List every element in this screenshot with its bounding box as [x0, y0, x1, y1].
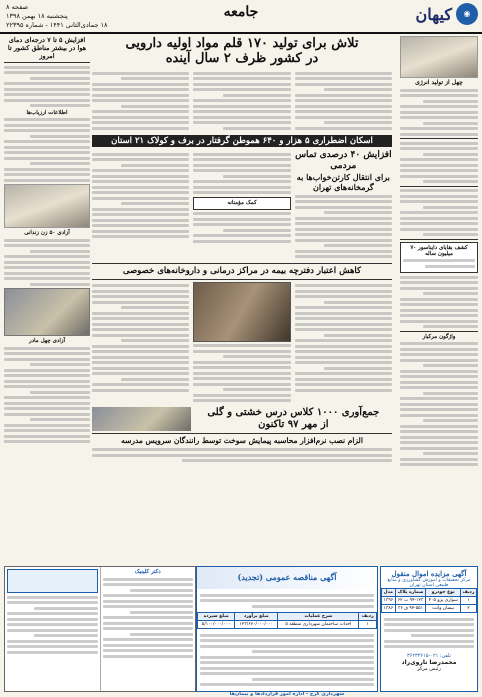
table-row [198, 621, 377, 629]
small-ads-block [4, 566, 196, 692]
right-title-1: چهل از تولید انرژی [415, 79, 463, 86]
auction-title: آگهی مزایده اموال منقول [391, 569, 467, 578]
issue-line: ۱۸ جمادی‌الثانی ۱۴۴۱ - شماره ۲۲۳۹۵ [6, 21, 108, 29]
small-ad-logo [7, 569, 98, 593]
sub-note-box [193, 197, 290, 210]
table-cell: سواری پژو ۴۰۵ [426, 597, 460, 605]
section-title: جامعه [223, 4, 259, 20]
tender-footer: شهرداری کرج - اداره امور قراردادها و پیمان‌ها [229, 690, 345, 697]
right-title-3: واژگون مرکبار [422, 333, 456, 340]
headline-1: تلاش برای تولید ۱۷۰ قلم مواد اولیه دارویی [125, 36, 359, 51]
headline-2: اسکان اضطراری ۵ هزار و ۶۴۰ هموطن گرفتار در برف و کولاک ۲۱ استان [92, 135, 392, 147]
table-row [382, 605, 477, 613]
auction-th: مدل [382, 589, 396, 597]
headline-1b: در کشور ظرف ۲ سال آینده [165, 51, 319, 66]
headline-3: افزایش ۴۰ درصدی تماس مردمی [295, 150, 392, 171]
table-row [382, 597, 477, 605]
doctors-title: دکتر کلینیک [134, 569, 161, 575]
auction-subtitle: مرکز تحقیقات و آموزش کشاورزی و منابع طبیعی استان تهران [387, 578, 471, 588]
logo-emblem-icon: ◉ [456, 3, 478, 25]
table-cell: ۵/۱۰۰/۰۰۰/۰۰۰ [198, 621, 235, 629]
tender-ad [196, 566, 378, 697]
headline-4: کاهش اعتبار دفترچه بیمه در مراکز درمانی و داروخانه‌های خصوصی [122, 265, 362, 276]
page-number: صفحه ۸ [6, 3, 29, 11]
dinosaur-photo [193, 282, 290, 342]
auction-signer: محمدرضا ناروی‌راد [401, 658, 457, 666]
headline-5: جمع‌آوری ۱۰۰۰ کلاس درس خشتی و گلی [207, 406, 380, 418]
page-info [6, 3, 108, 30]
table-cell: ۲ [460, 605, 476, 613]
tender-th: مبلغ سپرده [198, 613, 235, 621]
right-box-dinosaur [400, 242, 478, 274]
headline-6: الزام نصب نرم‌افزار محاسبه پیمایش سوخت توسط رانندگان سرویس مدرسه [121, 435, 363, 445]
table-cell: ۱۳۸۶ [383, 606, 394, 611]
headline-5b: از مهر ۹۷ تاکنون [258, 418, 329, 430]
date-line: پنجشنبه ۱۸ بهمن ۱۳۹۸ [6, 12, 68, 20]
auction-ad [380, 566, 478, 692]
table-cell: احداث ساختمان شهرداری منطقه ۵ [278, 621, 359, 629]
tender-title: آگهی مناقصه عمومی (تجدید) [237, 572, 337, 582]
left-photo-1 [4, 184, 90, 228]
auction-table [381, 588, 477, 613]
masthead [0, 0, 482, 34]
table-cell: نیسان وانت [426, 605, 460, 613]
tender-table [197, 612, 377, 629]
left-title-b: آزادی ۵۰ زن زندانی [24, 230, 70, 237]
auction-contact: تلفن: ۰۲۱-۳۶۲۳۳۶۱۵ [406, 652, 451, 659]
table-cell: ۱۳۹۶ [383, 598, 394, 603]
main-area [92, 36, 392, 465]
tender-th: شرح عملیات [278, 613, 359, 621]
left-title-a: اطلاعات ارزیاب‌ها [26, 109, 68, 116]
auction-th: ردیف [460, 589, 476, 597]
auction-role: رئیس مرکز [417, 665, 441, 672]
headline-3b: برای انتقال کارتن‌خواب‌ها به گرمخانه‌های تهران [296, 172, 390, 192]
right-title-2: کشف بقایای دایناسور ۷۰ میلیون ساله [410, 244, 468, 257]
left-title-c: آزادی چهل مادر [28, 338, 66, 345]
logo-text: کیهان [415, 5, 452, 24]
auction-th: شماره پلاک [395, 589, 426, 597]
table-cell: ۹۴-۵۵۱ ق ۳۶ [395, 605, 426, 613]
left-headline: افزایش ۵ تا ۷ درجه‌ای دمای هوا در بیشتر مناطق کشور تا امروز [7, 36, 87, 60]
tender-th: مبلغ برآورد [235, 613, 278, 621]
table-cell: ۱۲۳/۶۷۰/۰۰۰/۰۰۰ [235, 621, 278, 629]
right-top-photo [400, 36, 478, 78]
left-column [4, 36, 90, 446]
table-cell: ۱ [460, 597, 476, 605]
right-column [400, 36, 478, 469]
classroom-photo [92, 407, 191, 431]
table-cell: ۱ [359, 621, 377, 629]
tender-th: ردیف [359, 613, 377, 621]
left-photo-2 [4, 288, 90, 336]
auction-th: نوع خودرو [426, 589, 460, 597]
table-cell: ۹۴-۱۲۳ ب ۶۲ [395, 597, 426, 605]
sub-note: کمک مؤمنانه [227, 199, 257, 206]
